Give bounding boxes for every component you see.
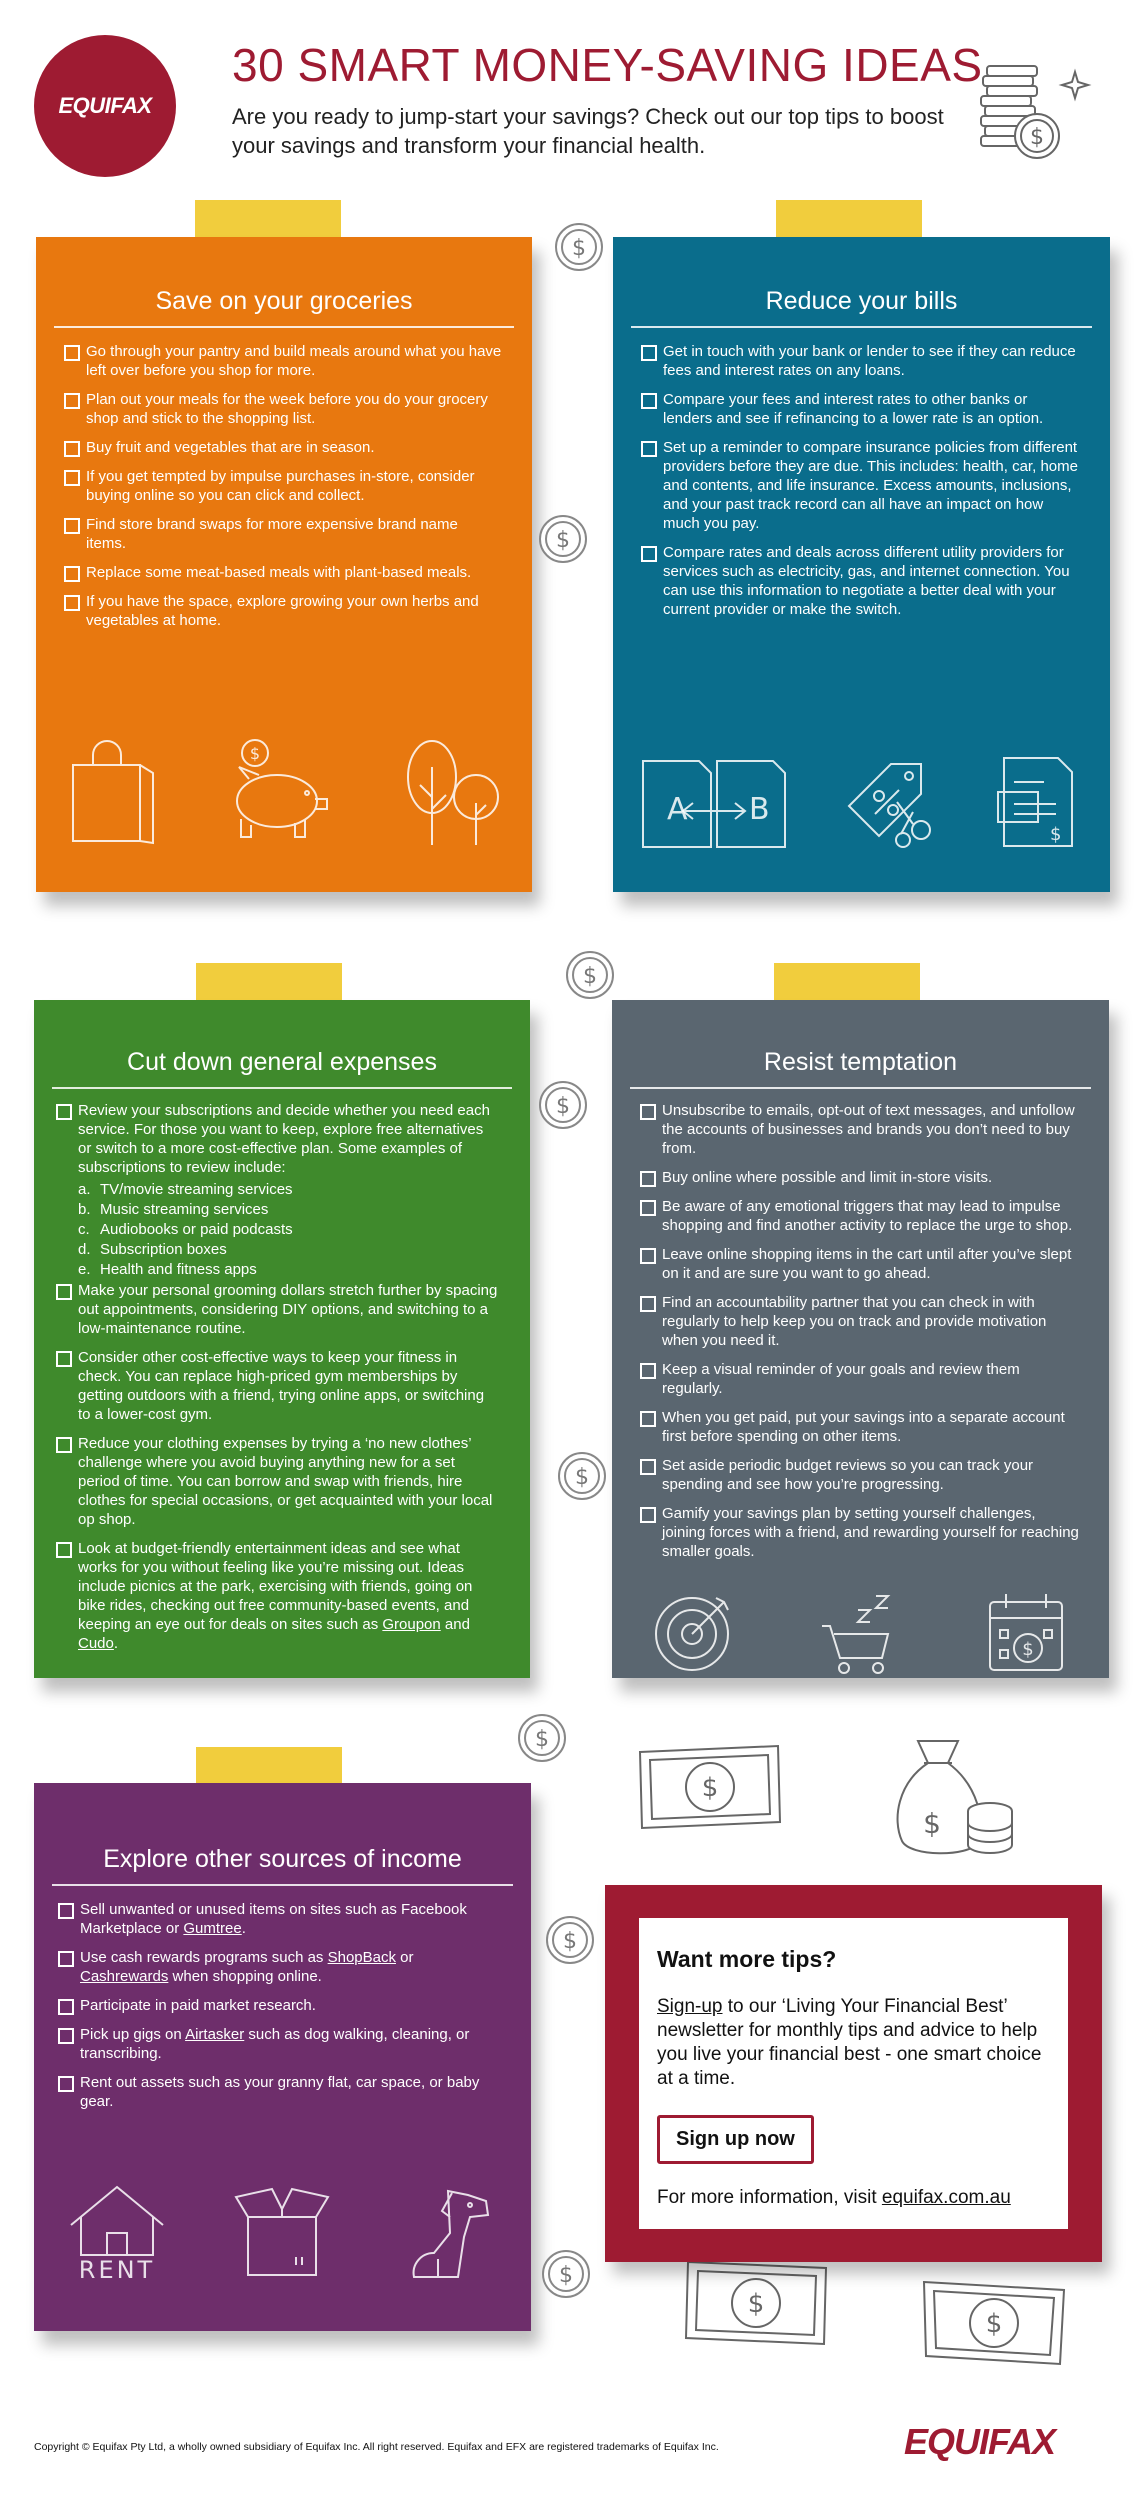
sub-item: b. Music streaming services — [78, 1201, 269, 1218]
svg-text:$: $ — [535, 1727, 549, 1752]
banknote-icon — [634, 1742, 784, 1832]
checklist-item: Go through your pantry and build meals around what you have left over before you shop for more. — [64, 342, 502, 380]
checklist-item: Be aware of any emotional triggers that may lead to impulse shopping and find another activity to replace the urge to shop. — [640, 1197, 1079, 1235]
card-temptation — [612, 1000, 1109, 1678]
sub-item: d. Subscription boxes — [78, 1241, 227, 1258]
newsletter-card — [639, 1918, 1068, 2229]
equifax-website-link[interactable]: equifax.com.au — [881, 2187, 1011, 2208]
coin-icon — [553, 221, 605, 273]
discount-tag-icon — [841, 752, 941, 852]
svg-text:B: B — [749, 792, 770, 827]
svg-text:$: $ — [563, 1929, 577, 1954]
copyright-text: Copyright © Equifax Pty Ltd, a wholly owned subsidiary of Equifax Inc. All right reserved. Equifax and EFX are registered trademarks of Equifax Inc. — [34, 2441, 719, 2453]
sleeping-cart-icon — [818, 1590, 903, 1675]
money-bag-icon — [888, 1733, 1018, 1863]
coin-icon — [564, 949, 616, 1001]
coin-icon — [540, 2248, 592, 2300]
subscription-list — [78, 1177, 500, 1279]
cudo-link[interactable]: Cudo — [78, 1635, 114, 1652]
checklist-item: Buy fruit and vegetables that are in season. — [64, 438, 502, 457]
banknote-icon — [682, 2258, 832, 2348]
svg-text:$: $ — [985, 2309, 1003, 2339]
card-title: Reduce your bills — [631, 287, 1092, 328]
checklist-item: Consider other cost-effective ways to keep your fitness in check. You can replace high-priced gym memberships by getting outdoors with a friend, trying online apps, or switching to a lower-cost gym. — [56, 1348, 500, 1424]
checklist-item: Use cash rewards programs such as ShopBack or Cashrewards when shopping online. — [58, 1948, 501, 1986]
svg-text:RENT: RENT — [78, 2256, 156, 2281]
bill-document-icon — [994, 752, 1084, 852]
card-groceries — [36, 237, 532, 892]
groupon-link[interactable]: Groupon — [382, 1616, 441, 1633]
checklist-item: Keep a visual reminder of your goals and review them regularly. — [640, 1360, 1079, 1398]
shopping-bag-icon — [65, 737, 160, 847]
svg-text:$: $ — [559, 2263, 573, 2288]
banknote-icon — [920, 2278, 1070, 2368]
equifax-logo-badge — [34, 35, 176, 177]
item-text: Review your subscriptions and decide whether you need each service. For those you want to keep, explore free alternatives or switch to a more cost-effective plan. Some examples of subscriptions to review include: — [78, 1102, 490, 1176]
gumtree-link[interactable]: Gumtree — [183, 1920, 242, 1937]
svg-text:$: $ — [583, 964, 597, 989]
svg-text:$: $ — [747, 2289, 765, 2319]
svg-text:$: $ — [1049, 824, 1062, 845]
card-bills — [613, 237, 1110, 892]
svg-text:A: A — [667, 792, 688, 827]
page-subtitle: Are you ready to jump-start your savings? Check out our top tips to boost your savings and transform your financial health. — [232, 104, 944, 158]
logo-text: EQUIFAX — [58, 93, 152, 118]
box-icon — [232, 2181, 332, 2281]
sign-up-now-button[interactable]: Sign up now — [657, 2115, 814, 2164]
coin-icon — [544, 1914, 596, 1966]
checklist-item: Compare rates and deals across different utility providers for services such as electricity, gas, and internet connection. You can use this information to negotiate a better deal with your current provider or make the switch. — [641, 543, 1080, 619]
page-title: 30 SMART MONEY-SAVING IDEAS — [232, 39, 983, 91]
newsletter-heading: Want more tips? — [657, 1946, 837, 1972]
equifax-footer-logo: EQUIFAX — [904, 2421, 1056, 2462]
checklist-item: When you get paid, put your savings into a separate account first before spending on other items. — [640, 1408, 1079, 1446]
checklist-item: Find an accountability partner that you can check in with regularly to help keep you on track and provide motivation when you need it. — [640, 1293, 1079, 1350]
checklist-item: Unsubscribe to emails, opt-out of text messages, and unfollow the accounts of businesses and brands you don’t need to buy from. — [640, 1101, 1079, 1158]
card-income — [34, 1783, 531, 2331]
coin-stack-icon — [975, 52, 1100, 170]
card-expenses — [34, 1000, 530, 1678]
piggy-bank-icon — [217, 737, 337, 847]
newsletter-text: Sign-up to our ‘Living Your Financial Best’ newsletter for monthly tips and advice to help you live your financial best - one smart choice at a time. — [657, 1996, 1042, 2089]
checklist-item: Buy online where possible and limit in-store visits. — [640, 1168, 1079, 1187]
cashrewards-link[interactable]: Cashrewards — [80, 1968, 169, 1985]
card-title: Explore other sources of income — [52, 1845, 513, 1886]
trees-icon — [394, 737, 504, 847]
checklist-item: Rent out assets such as your granny flat, car space, or baby gear. — [58, 2073, 501, 2111]
checklist-item: If you get tempted by impulse purchases in-store, consider buying online so you can click and collect. — [64, 467, 502, 505]
svg-text:$: $ — [572, 236, 586, 261]
checklist-item — [56, 1101, 500, 1279]
coin-icon — [516, 1712, 568, 1764]
target-icon — [652, 1590, 737, 1675]
sub-item: e. Health and fitness apps — [78, 1261, 257, 1278]
dog-icon — [398, 2181, 498, 2281]
rent-house-icon — [67, 2181, 167, 2281]
svg-text:$: $ — [923, 1807, 941, 1840]
card-title: Cut down general expenses — [52, 1048, 512, 1089]
checklist-item: Look at budget-friendly entertainment ideas and see what works for you without feeling like you’re missing out. Ideas include picnics at the park, exercising with friends, going on bike rides, checking out free community-based events, and keeping an eye out for deals on sites such as Groupon and Cudo. — [56, 1539, 500, 1653]
svg-text:$: $ — [575, 1465, 589, 1490]
svg-text:$: $ — [1030, 125, 1044, 150]
svg-text:$: $ — [556, 528, 570, 553]
svg-text:$: $ — [701, 1773, 719, 1803]
checklist-item: Get in touch with your bank or lender to see if they can reduce fees and interest rates on any loans. — [641, 342, 1080, 380]
card-title: Save on your groceries — [54, 287, 514, 328]
checklist-item: Set aside periodic budget reviews so you can track your spending and see how you’re progressing. — [640, 1456, 1079, 1494]
checklist-item: Sell unwanted or unused items on sites such as Facebook Marketplace or Gumtree. — [58, 1900, 501, 1938]
checklist-item: Find store brand swaps for more expensive brand name items. — [64, 515, 502, 553]
svg-text:$: $ — [249, 744, 260, 763]
checklist-item: Set up a reminder to compare insurance policies from different providers before they are due. This includes: health, car, home and contents, and life insurance. Excess amounts, inclusions, and your past track record can all have an impact on how much you pay. — [641, 438, 1080, 533]
shopback-link[interactable]: ShopBack — [327, 1949, 396, 1966]
checklist-item: Compare your fees and interest rates to other banks or lenders and see if refinancing to a lower rate is an option. — [641, 390, 1080, 428]
signup-link[interactable]: Sign-up — [657, 1996, 723, 2017]
compare-a-b-icon — [639, 757, 789, 852]
airtasker-link[interactable]: Airtasker — [185, 2026, 245, 2043]
coin-icon — [556, 1450, 608, 1502]
checklist-item: If you have the space, explore growing your own herbs and vegetables at home. — [64, 592, 502, 630]
sub-item: c. Audiobooks or paid podcasts — [78, 1221, 293, 1238]
coin-icon — [537, 513, 589, 565]
card-title: Resist temptation — [630, 1048, 1091, 1089]
checklist-item: Replace some meat-based meals with plant-based meals. — [64, 563, 502, 582]
checklist-item: Reduce your clothing expenses by trying a ‘no new clothes’ challenge where you avoid buying anything new for a set period of time. You can borrow and swap with friends, hire clothes for special occasions, or get acquainted with your local op shop. — [56, 1434, 500, 1529]
coin-icon — [537, 1079, 589, 1131]
checklist-item: Leave online shopping items in the cart until after you’ve slept on it and are sure you want to go ahead. — [640, 1245, 1079, 1283]
newsletter-panel — [605, 1885, 1102, 2262]
svg-text:$: $ — [556, 1094, 570, 1119]
checklist-item: Make your personal grooming dollars stretch further by spacing out appointments, considering DIY options, and switching to a low-maintenance routine. — [56, 1281, 500, 1338]
checklist-item: Gamify your savings plan by setting yourself challenges, joining forces with a friend, and rewarding yourself for reaching smaller goals. — [640, 1504, 1079, 1561]
more-info-text: For more information, visit equifax.com.au — [657, 2187, 1011, 2208]
checklist-item: Plan out your meals for the week before you do your grocery shop and stick to the shopping list. — [64, 390, 502, 428]
calendar-money-icon — [984, 1590, 1069, 1675]
sub-item: a. TV/movie streaming services — [78, 1181, 293, 1198]
svg-text:$: $ — [1021, 1639, 1034, 1660]
checklist-item: Pick up gigs on Airtasker such as dog walking, cleaning, or transcribing. — [58, 2025, 501, 2063]
checklist-item: Participate in paid market research. — [58, 1996, 501, 2015]
